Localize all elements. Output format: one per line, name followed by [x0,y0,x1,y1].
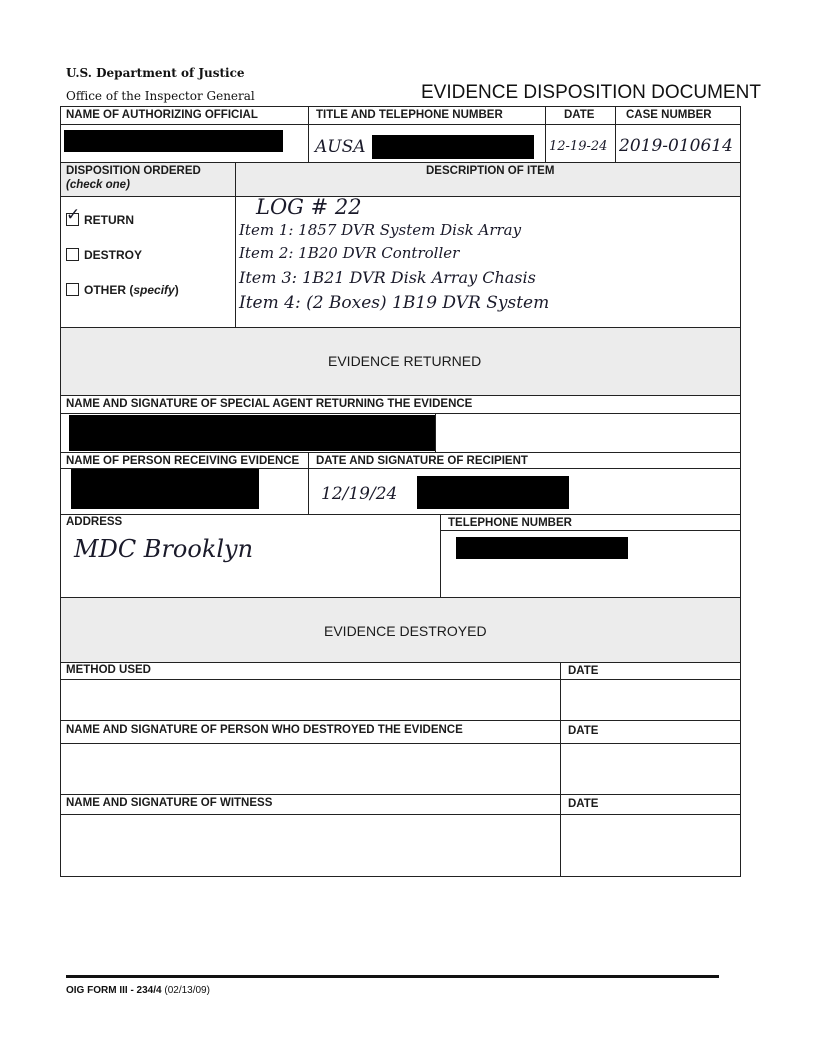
method-date-label: DATE [568,665,599,677]
title-value[interactable]: AUSA [315,137,366,157]
redaction-telephone [372,135,534,159]
witness-date-label: DATE [568,798,599,810]
destroy-label: DESTROY [84,248,143,262]
authorizing-official-label: NAME OF AUTHORIZING OFFICIAL [66,109,258,121]
option-destroy[interactable] [66,248,142,262]
redaction-authorizing-official [64,130,283,152]
return-label: RETURN [84,213,134,227]
telephone-label: TELEPHONE NUMBER [448,517,572,529]
disposition-ordered-label: DISPOSITION ORDERED [66,165,201,177]
evidence-destroyed-heading: EVIDENCE DESTROYED [324,623,487,639]
footer-rule [66,975,719,978]
check-one-label: (check one) [66,179,130,191]
evidence-returned-heading: EVIDENCE RETURNED [328,353,482,369]
date-label: DATE [564,109,595,121]
destroyed-date-label: DATE [568,725,599,737]
redaction-recipient-signature [417,476,569,509]
other-close-label: ) [174,283,179,297]
form-id [66,985,210,996]
item-line-3[interactable]: Item 3: 1B21 DVR Disk Array Chasis [239,268,536,287]
person-receiving-label: NAME OF PERSON RECEIVING EVIDENCE [66,455,300,467]
title-phone-label: TITLE AND TELEPHONE NUMBER [316,109,503,121]
redaction-agent [69,415,435,451]
address-label: ADDRESS [66,516,123,528]
redaction-telephone-number [456,537,628,559]
date-signature-recipient-label: DATE AND SIGNATURE OF RECIPIENT [316,455,528,467]
recipient-date-value[interactable]: 12/19/24 [321,484,398,504]
item-line-1[interactable]: Item 1: 1857 DVR System Disk Array [239,221,522,239]
witness-label: NAME AND SIGNATURE OF WITNESS [66,797,273,809]
form-date: (02/13/09) [164,985,210,996]
item-line-2[interactable]: Item 2: 1B20 DVR Controller [239,244,460,262]
redaction-recipient-name [71,469,259,509]
address-value[interactable]: MDC Brooklyn [74,535,254,563]
agency-name: U.S. Department of Justice [66,66,245,80]
other-checkbox[interactable] [66,283,79,296]
other-label: OTHER ( [84,283,134,297]
option-return[interactable] [66,205,134,227]
option-other[interactable] [66,283,179,297]
agent-returning-label: NAME AND SIGNATURE OF SPECIAL AGENT RETURNING THE EVIDENCE [66,398,473,410]
method-used-label: METHOD USED [66,664,151,676]
document-title: EVIDENCE DISPOSITION DOCUMENT [421,82,761,103]
checkmark-icon: ✓ [66,205,81,225]
case-number-value[interactable]: 2019-010614 [619,136,733,156]
description-label: DESCRIPTION OF ITEM [426,165,555,177]
form-number: OIG FORM III - 234/4 [66,985,162,996]
office-name: Office of the Inspector General [66,89,255,103]
person-destroyed-label: NAME AND SIGNATURE OF PERSON WHO DESTROYED THE EVIDENCE [66,724,463,736]
case-number-label: CASE NUMBER [626,109,712,121]
destroy-checkbox[interactable] [66,248,79,261]
log-number[interactable]: LOG # 22 [256,195,362,219]
date-value[interactable]: 12-19-24 [549,139,608,154]
other-specify-label: specify [133,283,175,297]
return-checkbox[interactable] [66,205,81,226]
item-line-4[interactable]: Item 4: (2 Boxes) 1B19 DVR System [239,293,550,313]
